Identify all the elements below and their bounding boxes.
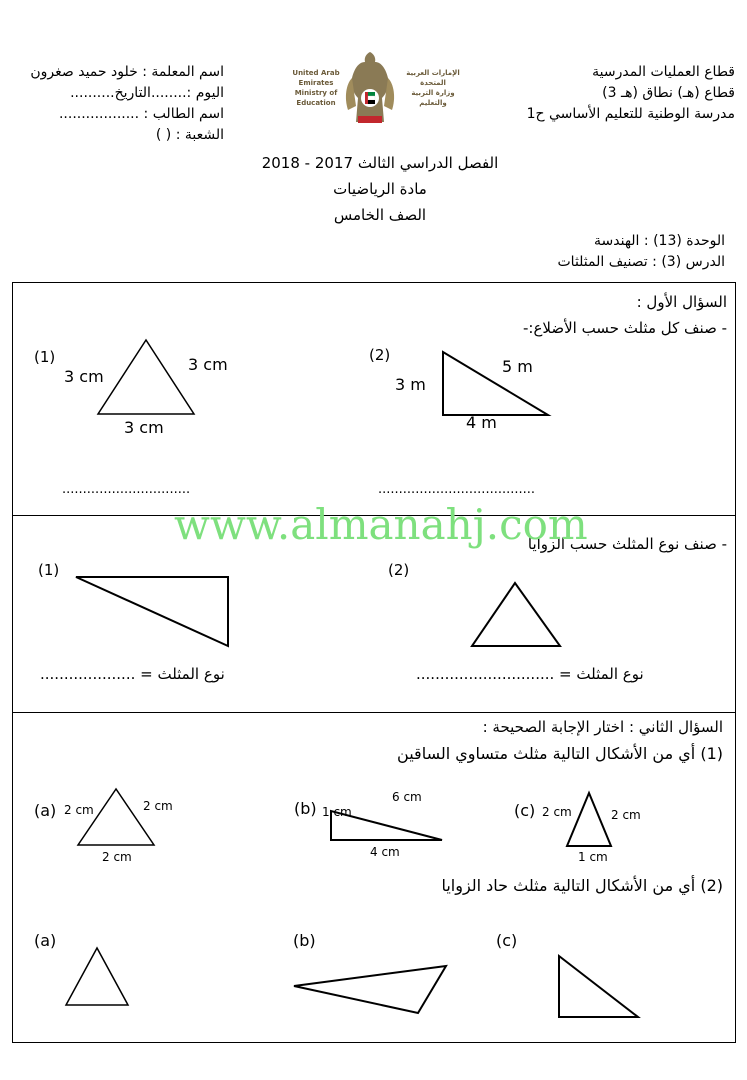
option-a-triangle bbox=[78, 789, 154, 845]
acute-option-a-triangle bbox=[66, 948, 128, 1005]
logo-en-text: United Arab Emirates Ministry of Education bbox=[292, 69, 340, 107]
tri1-right-side: 3 cm bbox=[188, 355, 228, 374]
teacher-name: اسم المعلمة : خلود حميد صغرون bbox=[30, 64, 224, 80]
watermark-text: www.almanahj.com bbox=[174, 500, 588, 549]
lesson-label: الدرس (3) : تصنيف المثلثات bbox=[557, 254, 725, 270]
option-c-bottom: 1 cm bbox=[578, 850, 608, 864]
answer-blank-2[interactable]: ...................................... bbox=[378, 482, 536, 497]
option-a-bottom: 2 cm bbox=[102, 850, 132, 864]
tri1-bottom-side: 3 cm bbox=[124, 418, 164, 437]
tri2-number: (2) bbox=[369, 346, 391, 364]
acute-option-b-number[interactable]: (b) bbox=[293, 931, 316, 950]
tri2-bottom-side: 4 m bbox=[466, 413, 497, 432]
logo-ar-text: الإمارات العربية المتحدة وزارة التربية والتعليم bbox=[406, 69, 460, 107]
angles-tri2-number: (2) bbox=[388, 561, 410, 579]
grade-title: الصف الخامس bbox=[333, 206, 427, 224]
section-field: الشعبة : ( ) bbox=[155, 127, 224, 143]
option-c-number[interactable]: (c) bbox=[514, 801, 536, 820]
question2-title: السؤال الثاني : اختار الإجابة الصحيحة : bbox=[482, 718, 723, 736]
triangle-type-answer-1[interactable]: نوع المثلث = .................... bbox=[40, 665, 225, 683]
option-b-bottom: 4 cm bbox=[370, 845, 400, 859]
mcq-question-1: (1) أي من الأشكال التالية مثلث متساوي الساقين bbox=[397, 744, 723, 763]
option-c-left: 2 cm bbox=[542, 805, 572, 819]
option-b-left: 1 cm bbox=[322, 805, 352, 819]
option-b-hyp: 6 cm bbox=[392, 790, 422, 804]
option-a-left: 2 cm bbox=[64, 803, 94, 817]
option-a-number[interactable]: (a) bbox=[34, 801, 57, 820]
subject-title: مادة الرياضيات bbox=[333, 180, 427, 198]
acute-option-a-number[interactable]: (a) bbox=[34, 931, 57, 950]
question1-instruction: - صنف كل مثلث حسب الأضلاع:- bbox=[522, 319, 727, 337]
angles-instruction: - صنف نوع المثلث حسب الزوايا bbox=[527, 535, 727, 553]
school-name: مدرسة الوطنية للتعليم الأساسي ح1 bbox=[526, 106, 735, 122]
unit-label: الوحدة (13) : الهندسة bbox=[594, 233, 725, 249]
zone-name: قطاع (هـ) نطاق (هـ 3) bbox=[602, 85, 735, 101]
tri1-left-side: 3 cm bbox=[64, 367, 104, 386]
tri1-number: (1) bbox=[34, 348, 56, 366]
tri2-hyp-side: 5 m bbox=[502, 357, 533, 376]
option-a-right: 2 cm bbox=[143, 799, 173, 813]
question1-title: السؤال الأول : bbox=[636, 293, 727, 311]
option-b-number[interactable]: (b) bbox=[294, 799, 317, 818]
acute-option-c-number[interactable]: (c) bbox=[496, 931, 518, 950]
mcq-question-2: (2) أي من الأشكال التالية مثلث حاد الزوايا bbox=[441, 876, 723, 895]
term-title: الفصل الدراسي الثالث 2017 - 2018 bbox=[261, 154, 499, 172]
answer-blank-1[interactable]: ............................... bbox=[62, 482, 191, 497]
triangle-type-answer-2[interactable]: نوع المثلث = ............................. bbox=[416, 665, 644, 683]
day-date-field: اليوم :........التاريخ.......... bbox=[70, 85, 224, 101]
sector-name: قطاع العمليات المدرسية bbox=[592, 64, 735, 80]
angles-tri1-number: (1) bbox=[38, 561, 60, 579]
option-c-triangle bbox=[567, 793, 611, 846]
acute-option-b-triangle bbox=[294, 966, 446, 1013]
acute-option-c-triangle bbox=[559, 956, 638, 1017]
option-c-right: 2 cm bbox=[611, 808, 641, 822]
tri2-left-side: 3 m bbox=[395, 375, 426, 394]
student-name-field: اسم الطالب : .................. bbox=[58, 106, 224, 122]
